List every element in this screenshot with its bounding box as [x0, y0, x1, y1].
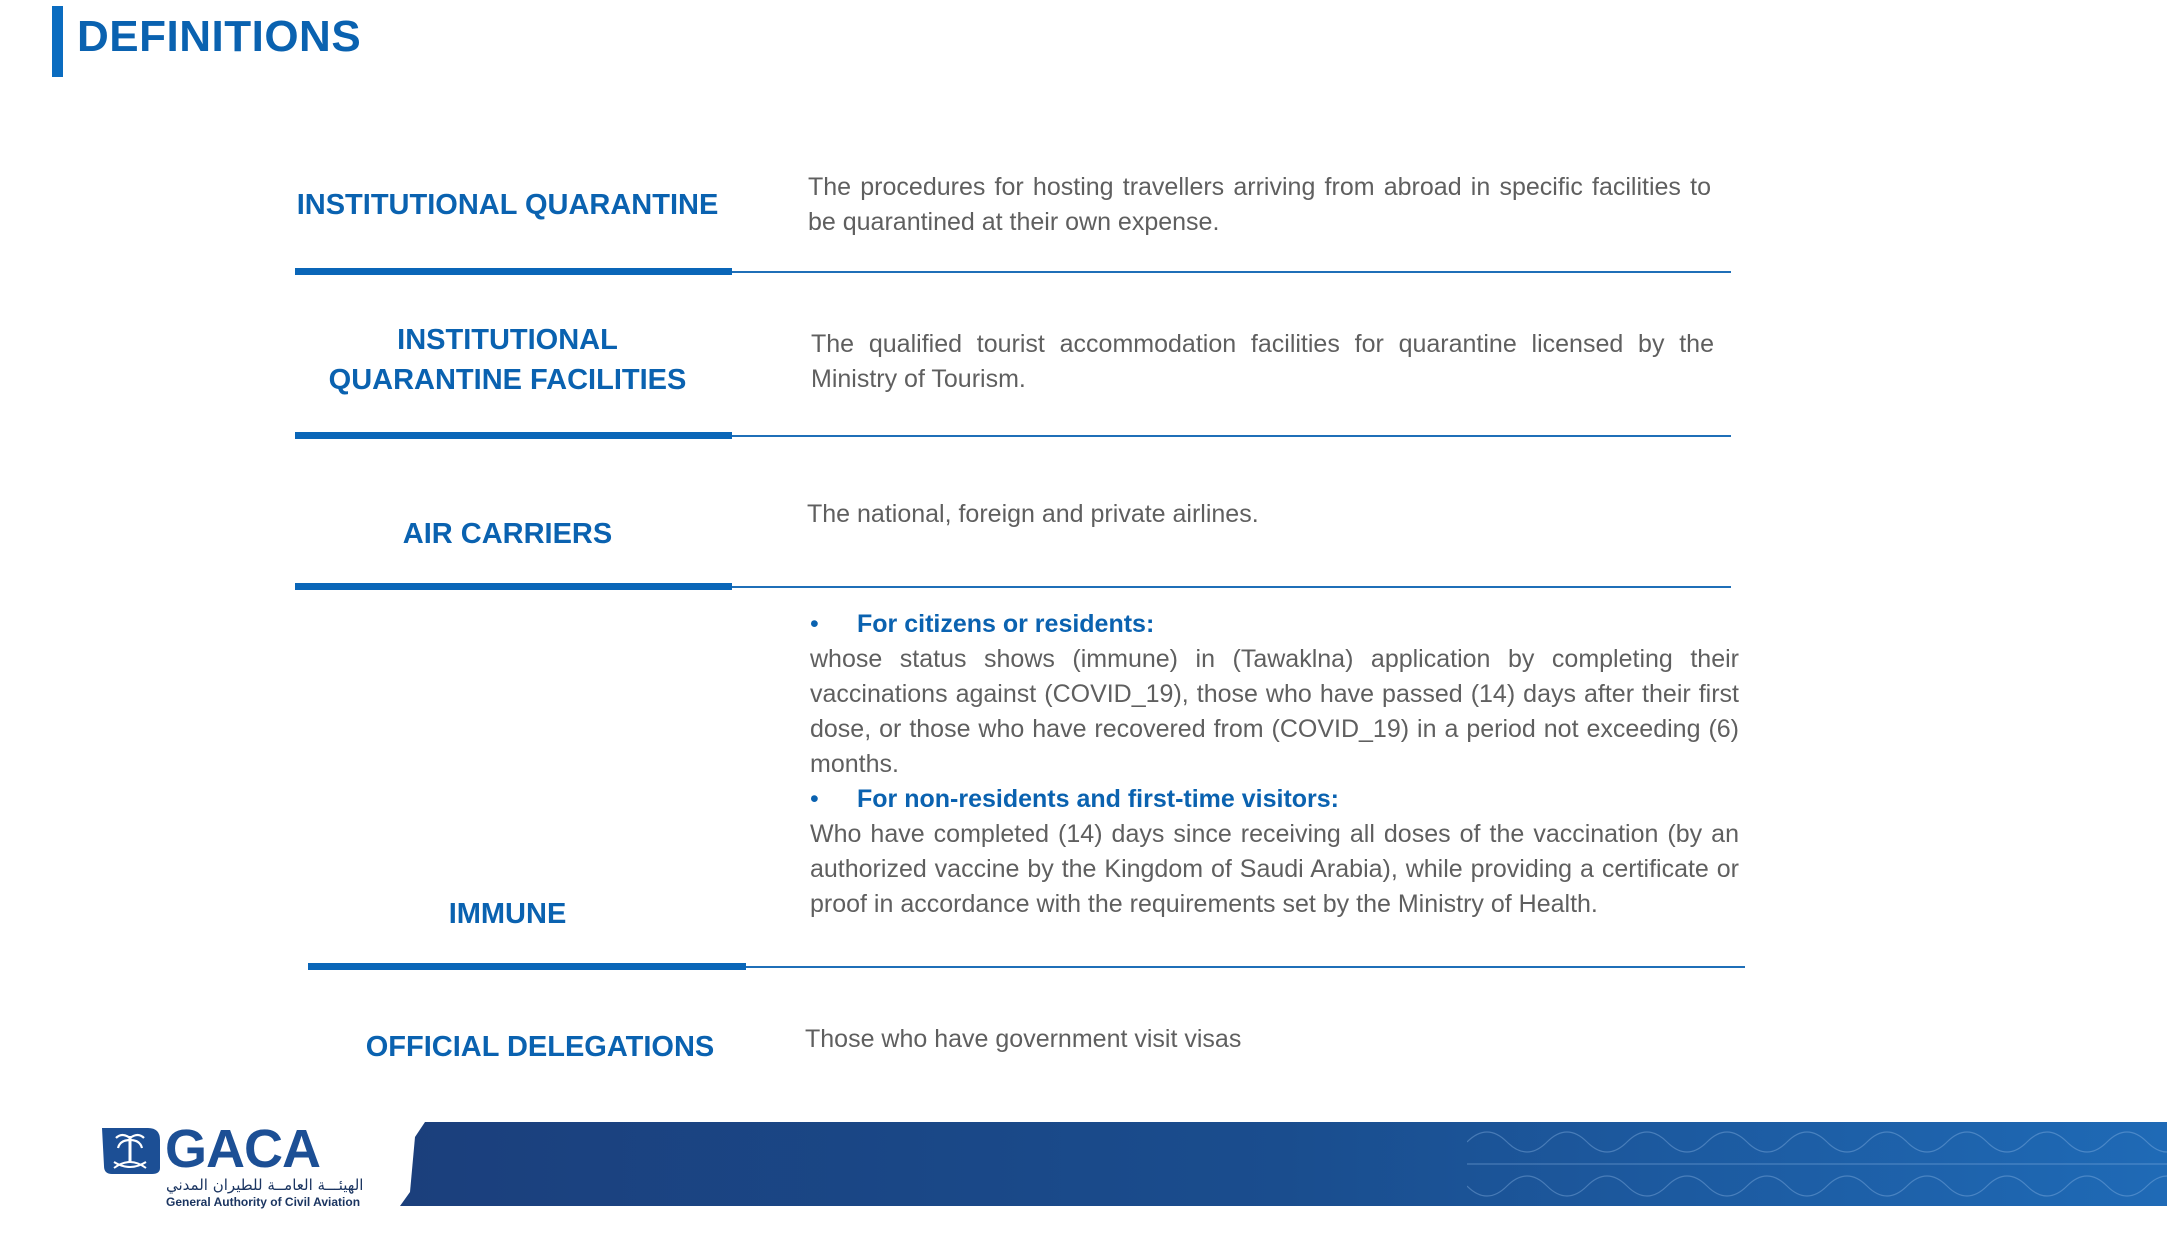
bullet-heading-citizens: For citizens or residents: [857, 610, 1155, 638]
divider-thin-3 [732, 586, 1731, 588]
logo-english-name: General Authority of Civil Aviation [166, 1195, 361, 1209]
definition-institutional-quarantine-facilities: The qualified tourist accommodation facilities for quarantine licensed by the Ministry of Tourism. [811, 330, 1714, 393]
term-official-delegations: OFFICIAL DELEGATIONS [365, 1031, 715, 1063]
divider-thick-3 [295, 583, 732, 590]
logo-wordmark: GACA [165, 1119, 320, 1179]
divider-thick-1 [295, 268, 732, 275]
term-line-2: QUARANTINE FACILITIES [328, 364, 687, 396]
definition-air-carriers: The national, foreign and private airlines. [807, 500, 1259, 528]
title-accent-bar [52, 6, 63, 77]
gaca-logo [98, 1118, 364, 1210]
divider-thin-1 [732, 271, 1731, 273]
term-immune: IMMUNE [448, 898, 567, 930]
bullet-marker: • [810, 610, 819, 638]
term-institutional-quarantine-facilities [295, 320, 720, 400]
definition-official-delegations: Those who have government visit visas [805, 1025, 1242, 1053]
term-institutional-quarantine: INSTITUTIONAL QUARANTINE [296, 189, 719, 221]
bullet-citizens [810, 607, 1739, 642]
bullet-non-residents [810, 782, 1739, 817]
term-air-carriers: AIR CARRIERS [402, 518, 613, 550]
footer-band [400, 1122, 2167, 1206]
divider-thin-2 [732, 435, 1731, 437]
definition-institutional-quarantine: The procedures for hosting travellers arriving from abroad in specific facilities to be quarantined at their own expense. [808, 173, 1711, 236]
bullet-text-citizens: whose status shows (immune) in (Tawaklna) application by completing their vaccinations against (COVID_19), those who have passed (14) days after their first dose, or those who have recovered from (COVID_19) in a period not exceeding (6) months. [810, 645, 1739, 778]
footer-pattern [1467, 1122, 2167, 1206]
divider-thick-2 [295, 432, 732, 439]
logo-arabic-name: الهيئـــة العامــة للطيران المدني [166, 1176, 364, 1194]
divider-thick-4 [308, 963, 746, 970]
divider-thin-4 [746, 966, 1745, 968]
bullet-heading-non-residents: For non-residents and first-time visitors: [857, 785, 1340, 813]
bullet-marker: • [810, 785, 819, 813]
term-line-1: INSTITUTIONAL [397, 324, 618, 356]
page-title: DEFINITIONS [77, 12, 362, 61]
palm-swords-emblem-icon [98, 1122, 164, 1178]
bullet-text-non-residents: Who have completed (14) days since receiving all doses of the vaccination (by an authorized vaccine by the Kingdom of Saudi Arabia), while providing a certificate or proof in accordance with the requirements set by the Ministry of Health. [810, 820, 1739, 918]
definition-immune [810, 607, 1739, 922]
